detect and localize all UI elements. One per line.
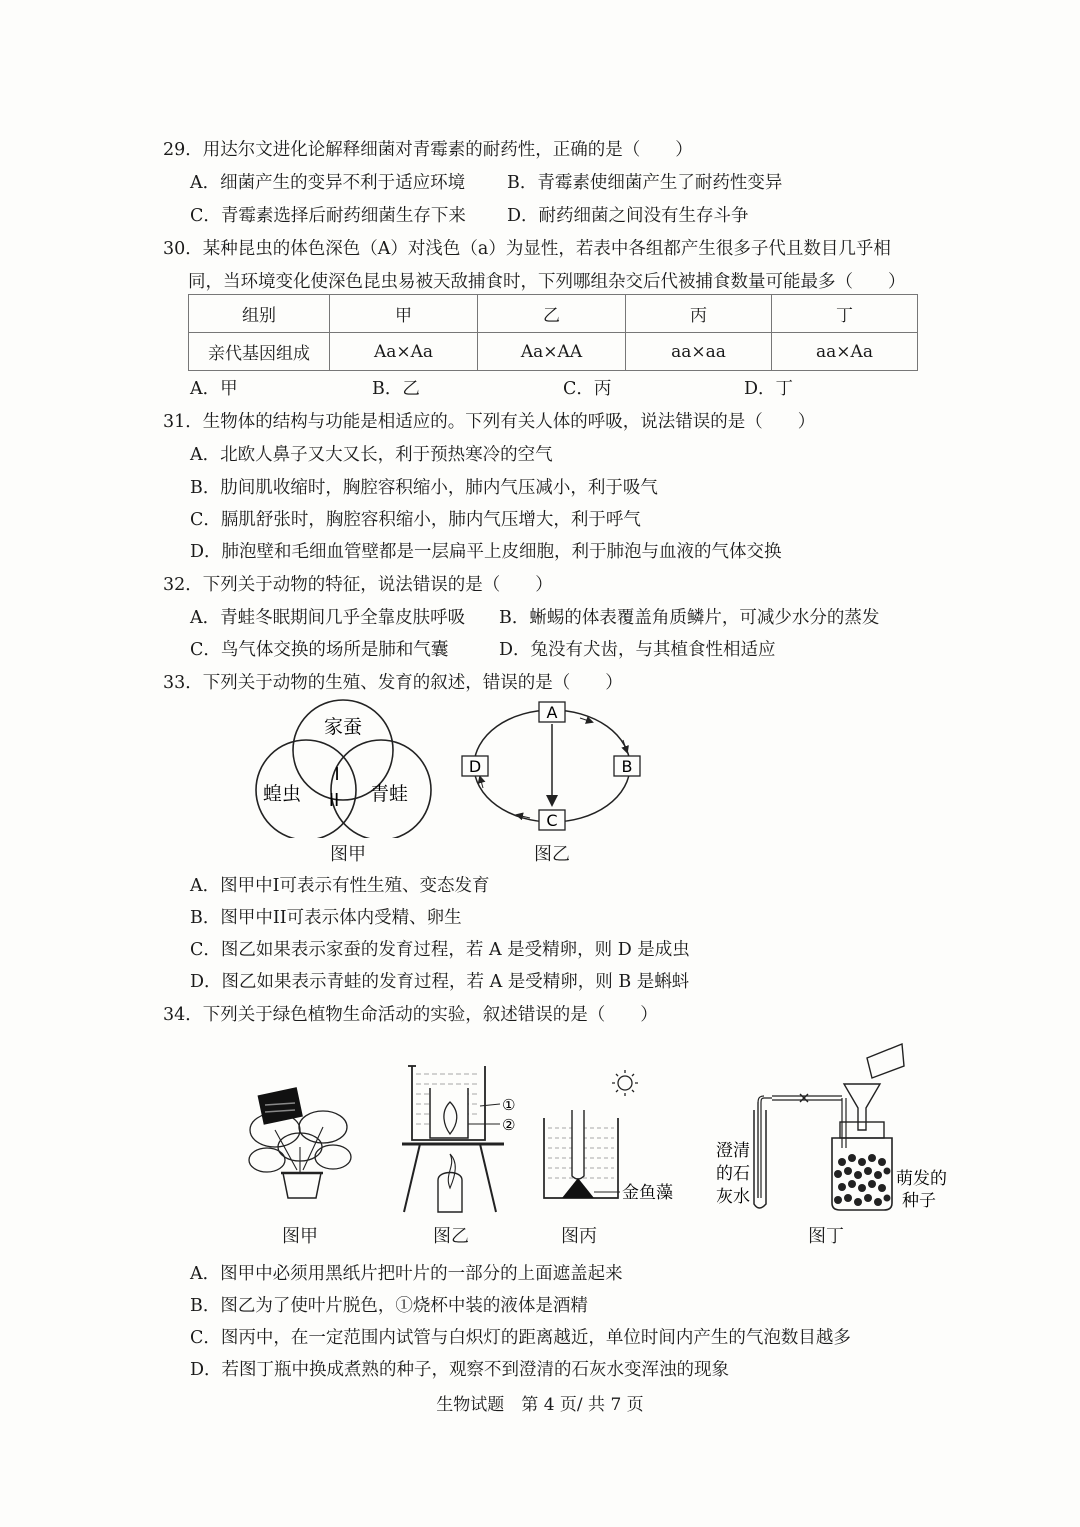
q32-stem: 32．下列关于动物的特征，说法错误的是（ ） — [163, 575, 553, 595]
goldfish-weed-label: 金鱼藻 — [622, 1183, 673, 1203]
table-row — [189, 333, 918, 371]
cycle-node-a: A — [546, 703, 558, 722]
cycle-node-d: D — [468, 757, 482, 776]
venn-diagram — [246, 698, 436, 838]
venn-label-silkworm: 家蚕 — [323, 716, 363, 738]
figure-caption-ding: 图丁 — [808, 1226, 844, 1247]
q33-option-b: B．图甲中II可表示体内受精、卵生 — [190, 908, 462, 928]
q31-option-a: A．北欧人鼻子又大又长，利于预热寒冷的空气 — [190, 445, 553, 465]
q29-option-b: B．青霉素使细菌产生了耐药性变异 — [507, 173, 783, 193]
q31-stem: 31．生物体的结构与功能是相适应的。下列有关人体的呼吸，说法错误的是（ ） — [163, 412, 816, 432]
q30-option-a: A．甲 — [190, 379, 238, 399]
q30-option-d: D．丁 — [744, 379, 794, 399]
table-cell: aa×Aa — [772, 333, 918, 371]
q34-stem: 34．下列关于绿色植物生命活动的实验，叙述错误的是（ ） — [163, 1005, 658, 1025]
table-header-row — [189, 295, 918, 333]
cycle-node-b: B — [621, 757, 633, 776]
goldfish-weed-figure — [538, 1068, 698, 1208]
table-cell: 亲代基因组成 — [189, 333, 330, 371]
table-cell: 丙 — [626, 295, 772, 333]
q29-option-a: A．细菌产生的变异不利于适应环境 — [190, 173, 466, 193]
beaker-label-2: ② — [502, 1116, 516, 1134]
venn-label-locust: 蝗虫 — [262, 783, 302, 805]
q29-option-d: D．耐药细菌之间没有生存斗争 — [507, 206, 749, 226]
q30-stem-line1: 30．某种昆虫的体色深色（A）对浅色（a）为显性，若表中各组都产生很多子代且数目几乎相 — [163, 239, 891, 259]
q33-stem: 33．下列关于动物的生殖、发育的叙述，错误的是（ ） — [163, 673, 623, 693]
beaker-label-1: ① — [502, 1096, 516, 1114]
q30-option-b: B．乙 — [372, 379, 420, 399]
figure-caption-venn: 图甲 — [330, 844, 366, 865]
limewater-label-line2: 的石 — [716, 1164, 750, 1184]
genotype-table — [188, 294, 918, 371]
seeds-label-line2: 种子 — [902, 1191, 936, 1211]
water-bath-figure — [400, 1062, 530, 1222]
q32-option-d: D．兔没有犬齿，与其植食性相适应 — [499, 640, 776, 660]
venn-label-frog: 青蛙 — [369, 783, 409, 805]
figure-caption-yi: 图乙 — [433, 1226, 469, 1247]
table-cell: 乙 — [478, 295, 626, 333]
table-cell: 甲 — [330, 295, 478, 333]
table-cell: 组别 — [189, 295, 330, 333]
figure-caption-cycle: 图乙 — [534, 844, 570, 865]
q34-option-d: D．若图丁瓶中换成煮熟的种子，观察不到澄清的石灰水变浑浊的现象 — [190, 1360, 730, 1380]
q33-option-d: D．图乙如果表示青蛙的发育过程，若 A 是受精卵，则 B 是蝌蚪 — [190, 972, 690, 992]
q31-option-d: D．肺泡壁和毛细血管壁都是一层扁平上皮细胞，利于肺泡与血液的气体交换 — [190, 542, 782, 562]
seeds-label-line1: 萌发的 — [896, 1169, 947, 1189]
q30-stem-line2: 同，当环境变化使深色昆虫易被天敌捕食时，下列哪组杂交后代被捕食数量可能最多（ ） — [188, 272, 906, 292]
figure-caption-bing: 图丙 — [561, 1226, 597, 1247]
limewater-label-line1: 澄清 — [716, 1141, 750, 1161]
figure-caption-jia: 图甲 — [282, 1226, 318, 1247]
cycle-node-c: C — [546, 811, 558, 830]
development-cycle-diagram — [455, 698, 655, 838]
q34-option-c: C．图丙中，在一定范围内试管与白炽灯的距离越近，单位时间内产生的气泡数目越多 — [190, 1328, 851, 1348]
q34-option-a: A．图甲中必须用黑纸片把叶片的一部分的上面遮盖起来 — [190, 1264, 623, 1284]
table-cell: 丁 — [772, 295, 918, 333]
table-cell: Aa×Aa — [330, 333, 478, 371]
q32-option-c: C．鸟气体交换的场所是肺和气囊 — [190, 640, 449, 660]
q30-option-c: C．丙 — [563, 379, 612, 399]
venn-region-ii: II — [328, 790, 340, 811]
q31-option-c: C．膈肌舒张时，胸腔容积缩小，肺内气压增大，利于呼气 — [190, 510, 641, 530]
q29-option-c: C．青霉素选择后耐药细菌生存下来 — [190, 206, 466, 226]
q33-option-a: A．图甲中I可表示有性生殖、变态发育 — [190, 876, 490, 896]
q32-option-a: A．青蛙冬眠期间几乎全靠皮肤呼吸 — [190, 608, 466, 628]
germinating-seeds-figure — [712, 1038, 962, 1218]
table-cell: Aa×AA — [478, 333, 626, 371]
potted-plant-figure — [245, 1085, 355, 1205]
q32-option-b: B．蜥蜴的体表覆盖角质鳞片，可减少水分的蒸发 — [499, 608, 880, 628]
q33-option-c: C．图乙如果表示家蚕的发育过程，若 A 是受精卵，则 D 是成虫 — [190, 940, 690, 960]
limewater-label-line3: 灰水 — [716, 1187, 750, 1207]
table-cell: aa×aa — [626, 333, 772, 371]
venn-region-i: I — [334, 764, 340, 785]
q31-option-b: B．肋间肌收缩时，胸腔容积缩小，肺内气压减小，利于吸气 — [190, 478, 658, 498]
q34-option-b: B．图乙为了使叶片脱色，①烧杯中装的液体是酒精 — [190, 1296, 588, 1316]
q29-stem: 29．用达尔文进化论解释细菌对青霉素的耐药性，正确的是（ ） — [163, 140, 693, 160]
page-footer: 生物试题 第 4 页/ 共 7 页 — [436, 1395, 644, 1415]
